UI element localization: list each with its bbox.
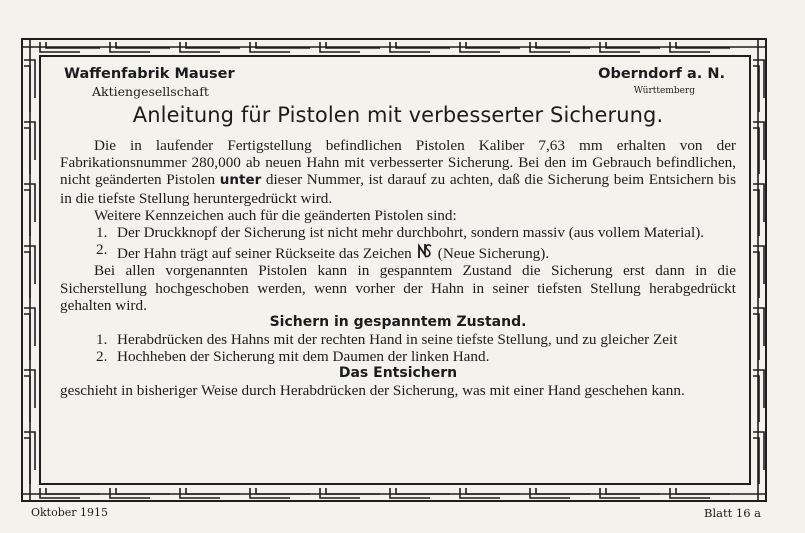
company-subtitle: Aktiengesellschaft [92, 84, 209, 99]
list-item [60, 241, 736, 262]
list-item [60, 331, 736, 348]
paragraph-intro-text-b: dieser Nummer, ist darauf zu achten, daß die Sicherung beim Entsichern bis in die tiefste Stellung heruntergedrückt wird. [60, 171, 737, 207]
list-item-text-b: (Neue Sicherung). [437, 245, 550, 263]
list-item-text: Hochheben der Sicherung mit dem Daumen der linken Hand. [117, 348, 490, 366]
company-name: Waffenfabrik Mauser [64, 66, 235, 82]
paragraph-unsafing: geschieht in bisheriger Weise durch Herabdrücken der Sicherung, was mit einer Hand geschehen kann. [60, 382, 685, 400]
list-item-number: 2. [96, 241, 108, 259]
list-item-text: Der Druckknopf der Sicherung ist nicht mehr durchbohrt, sondern massiv (aus vollem Material). [117, 224, 705, 242]
list-item-number: 2. [96, 348, 108, 366]
list-item-text [117, 241, 736, 262]
list-item [60, 224, 736, 241]
paragraph-cocked-state: Bei allen vorgenannten Pistolen kann in gespanntem Zustand die Sicherung erst dann in die Sicherstellung hochgeschoben werden, wenn vorher der Hahn in seiner tiefsten Stellung herabgedrückt gehalten wird. [60, 262, 736, 314]
instructions-body [60, 137, 736, 400]
list-item-text: Herabdrücken des Hahns mit der rechten Hand in seine tiefste Stellung, und zu gleicher Zeit [117, 331, 678, 349]
paragraph-features: Weitere Kennzeichen auch für die geänderten Pistolen sind: [94, 206, 457, 224]
list-item-number: 1. [96, 331, 108, 349]
paragraph-intro [60, 137, 736, 207]
emphasis-unter: unter [219, 172, 262, 189]
footer-date: Oktober 1915 [31, 506, 109, 519]
features-list [60, 224, 736, 262]
ns-monogram-icon [415, 241, 435, 261]
list-item-text-a: Der Hahn trägt auf seiner Rückseite das Zeichen [117, 245, 412, 263]
company-region: Württemberg [633, 86, 695, 96]
safing-steps-list [60, 331, 736, 365]
heading-safing: Sichern in gespanntem Zustand. [269, 314, 527, 331]
list-item [60, 348, 736, 365]
company-city: Oberndorf a. N. [598, 66, 725, 82]
heading-unsafing: Das Entsichern [338, 365, 458, 382]
paragraph-intro-text-a: Die in laufender Fertigstellung befindlichen Pistolen Kaliber 7,63 mm erhalten von der Fabrikationsnummer 280,000 ab neuen Hahn mit verbesserter Sicherung. Bei den im Gebrauch befindlichen, nicht geänderten Pistolen [60, 137, 736, 189]
page-title: Anleitung für Pistolen mit verbesserter Sicherung. [132, 103, 664, 127]
footer-sheet-number: Blatt 16 a [704, 506, 762, 520]
list-item-number: 1. [96, 224, 108, 242]
